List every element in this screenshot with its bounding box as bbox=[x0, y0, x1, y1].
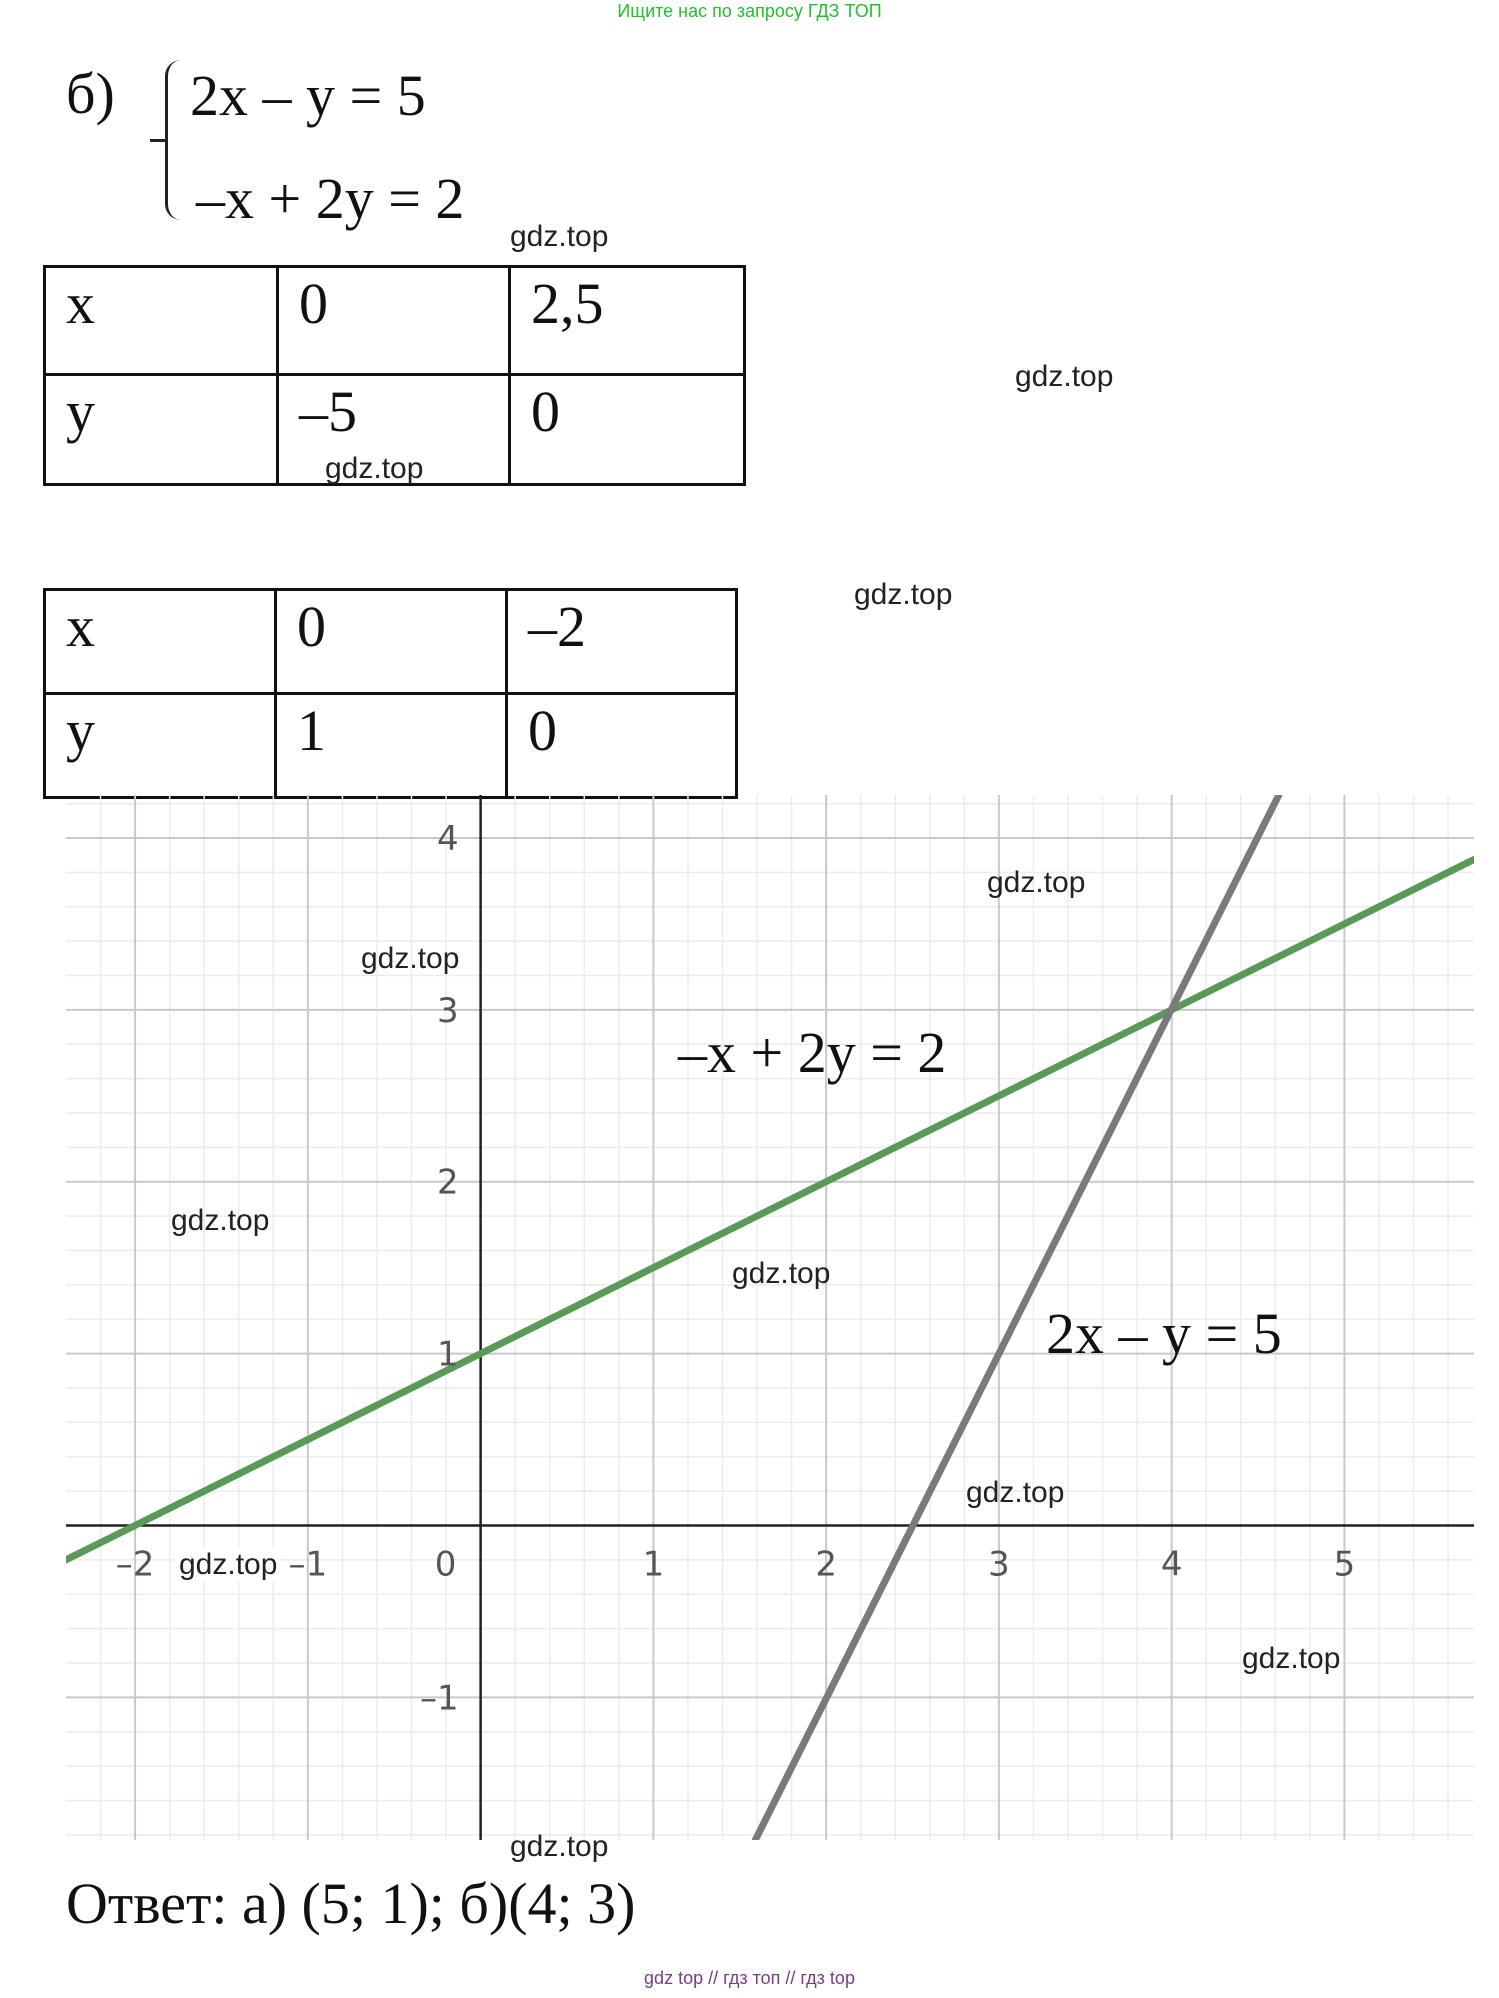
y-tick-label: 1 bbox=[436, 1334, 459, 1375]
equation-2: –x + 2y = 2 bbox=[196, 166, 465, 231]
x-tick-label: 0 bbox=[434, 1544, 457, 1585]
series-label-line-1: –x + 2y = 2 bbox=[678, 1020, 947, 1085]
table-row bbox=[45, 267, 745, 375]
watermark-text: gdz.top bbox=[987, 866, 1086, 899]
coordinate-graph bbox=[66, 795, 1474, 1840]
table-row bbox=[45, 590, 737, 694]
table-cell: 0 bbox=[276, 590, 507, 694]
table-cell: 1 bbox=[276, 694, 507, 798]
table-cell: x bbox=[45, 267, 278, 375]
watermark-text: gdz.top bbox=[966, 1476, 1065, 1509]
table-cell: 0 bbox=[510, 375, 745, 485]
watermark-text: gdz.top bbox=[325, 452, 424, 485]
watermark-text: gdz.top bbox=[1015, 360, 1114, 393]
table-cell: 0 bbox=[507, 694, 737, 798]
series-label-line-2: 2x – y = 5 bbox=[1046, 1301, 1282, 1366]
x-tick-label: 5 bbox=[1333, 1544, 1356, 1585]
values-table-2 bbox=[43, 588, 738, 799]
x-tick-label: 1 bbox=[642, 1544, 665, 1585]
table-cell: 2,5 bbox=[510, 267, 745, 375]
watermark-text: gdz.top bbox=[510, 1830, 609, 1863]
equation-1: 2x – y = 5 bbox=[190, 63, 426, 128]
watermark-text: gdz.top bbox=[854, 578, 953, 611]
watermark-text: gdz.top bbox=[510, 220, 609, 253]
watermark-text: gdz.top bbox=[361, 942, 460, 975]
x-tick-label: 4 bbox=[1160, 1544, 1183, 1585]
problem-label: б) bbox=[66, 61, 115, 126]
watermark-text: gdz.top bbox=[175, 1548, 281, 1582]
footer-links[interactable]: gdz top // гдз топ // гдз top bbox=[644, 1968, 855, 1988]
x-tick-label: 3 bbox=[988, 1544, 1010, 1585]
series-line-1 bbox=[66, 859, 1474, 1559]
table-row bbox=[45, 694, 737, 798]
table-cell: y bbox=[45, 694, 276, 798]
x-tick-label: –2 bbox=[115, 1544, 155, 1585]
answer-text: Ответ: а) (5; 1); б)(4; 3) bbox=[66, 1871, 636, 1936]
y-tick-label: 2 bbox=[436, 1162, 459, 1203]
table-cell: 0 bbox=[278, 267, 510, 375]
x-tick-label: 2 bbox=[815, 1544, 837, 1585]
watermark-text: gdz.top bbox=[1242, 1642, 1341, 1675]
header-search-link[interactable]: Ищите нас по запросу ГДЗ ТОП bbox=[617, 1, 882, 21]
y-tick-label: 3 bbox=[436, 990, 459, 1031]
watermark-text: gdz.top bbox=[171, 1204, 270, 1237]
table-cell: –5 bbox=[278, 375, 510, 485]
table-cell: x bbox=[45, 590, 276, 694]
x-tick-label: –1 bbox=[288, 1544, 328, 1585]
table-cell: y bbox=[45, 375, 278, 485]
table-cell: –2 bbox=[507, 590, 737, 694]
system-brace bbox=[165, 60, 190, 220]
watermark-text: gdz.top bbox=[732, 1257, 831, 1290]
system-brace-tip bbox=[150, 139, 168, 142]
y-tick-label: –1 bbox=[419, 1678, 459, 1719]
y-tick-label: 4 bbox=[436, 818, 459, 859]
